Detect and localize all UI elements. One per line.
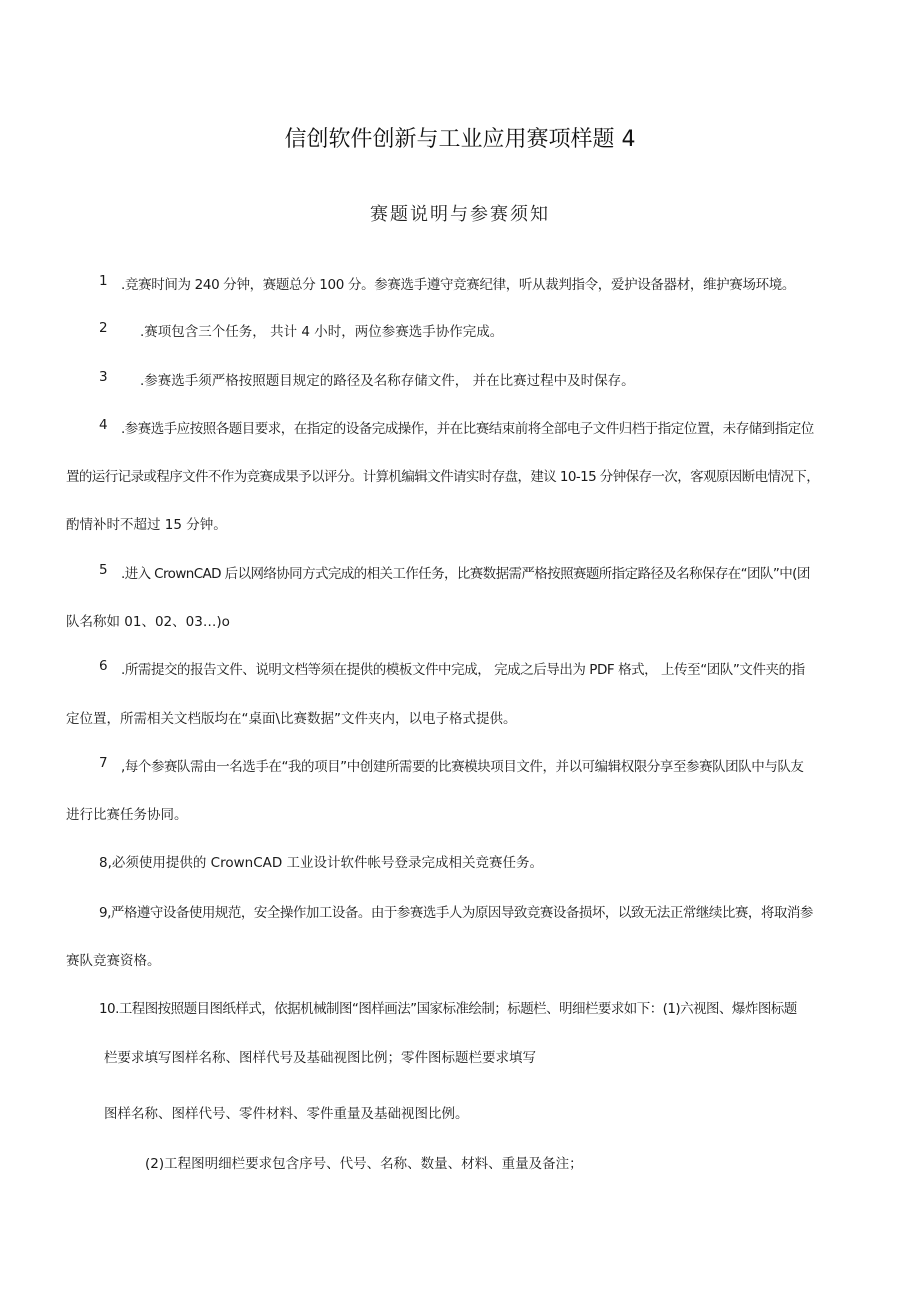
item-4-number: 4	[99, 417, 108, 433]
item-2-line-1: .赛项包含三个任务， 共计 4 小时，两位参赛选手协作完成。	[140, 324, 504, 340]
item-4-line-3: 酌情补时不超过 15 分钟。	[66, 517, 227, 533]
item-9-line-2: 赛队竞赛资格。	[66, 953, 161, 969]
item-7-line-2: 进行比赛任务协同。	[66, 807, 188, 823]
item-7-number: 7	[99, 755, 108, 771]
item-10-line-2: 栏要求填写图样名称、图样代号及基础视图比例；零件图标题栏要求填写	[104, 1050, 536, 1066]
item-5-line-1: .进入 CrownCAD 后以网络协同方式完成的相关工作任务，比赛数据需严格按照赛题所指定路径及名称保存在“团队”中(团	[121, 566, 810, 582]
item-6-line-2: 定位置，所需相关文档版均在“桌面\比赛数据”文件夹内，以电子格式提供。	[66, 711, 517, 727]
document-title: 信创软件创新与工业应用赛项样题 4	[284, 127, 636, 152]
item-8-line-1: 8,必须使用提供的 CrownCAD 工业设计软件帐号登录完成相关竞赛任务。	[99, 855, 544, 871]
item-10-line-3: 图样名称、图样代号、零件材料、零件重量及基础视图比例。	[104, 1106, 469, 1122]
item-2-number: 2	[99, 320, 108, 336]
item-6-line-1: .所需提交的报告文件、说明文档等须在提供的模板文件中完成， 完成之后导出为 PDF 格式， 上传至“团队”文件夹的指	[121, 662, 805, 678]
document-subtitle: 赛题说明与参赛须知	[370, 204, 550, 225]
item-1-number: 1	[99, 273, 108, 289]
item-10-line-4: (2)工程图明细栏要求包含序号、代号、名称、数量、材料、重量及备注；	[145, 1156, 583, 1172]
item-7-line-1: ,每个参赛队需由一名选手在“我的项目”中创建所需要的比赛模块项目文件，并以可编辑权限分享至参赛队团队中与队友	[121, 759, 804, 775]
item-4-line-1: .参赛选手应按照各题目要求，在指定的设备完成操作，并在比赛结束前将全部电子文件归档于指定位置，未存储到指定位	[121, 421, 814, 437]
item-1-line-1: .竞赛时间为 240 分钟，赛题总分 100 分。参赛选手遵守竞赛纪律，听从裁判指令，爱护设备器材，维护赛场环境。	[121, 277, 796, 293]
item-9-line-1: 9,严格遵守设备使用规范，安全操作加工设备。由于参赛选手人为原因导致竞赛设备损坏，以致无法正常继续比赛，将取消参	[99, 905, 813, 921]
item-3-number: 3	[99, 369, 108, 385]
item-10-line-1: 10.工程图按照题目图纸样式，依据机械制图“图样画法”国家标准绘制；标题栏、明细栏要求如下：(1)六视图、爆炸图标题	[99, 1001, 797, 1017]
item-5-number: 5	[99, 562, 108, 578]
item-4-line-2: 置的运行记录或程序文件不作为竞赛成果予以评分。计算机编辑文件请实时存盘，建议 10-15 分钟保存一次，客观原因断电情况下，	[66, 469, 820, 485]
item-5-line-2: 队名称如 01、02、03…)o	[66, 614, 230, 630]
item-6-number: 6	[99, 658, 108, 674]
item-3-line-1: .参赛选手须严格按照题目规定的路径及名称存储文件， 并在比赛过程中及时保存。	[140, 373, 635, 389]
